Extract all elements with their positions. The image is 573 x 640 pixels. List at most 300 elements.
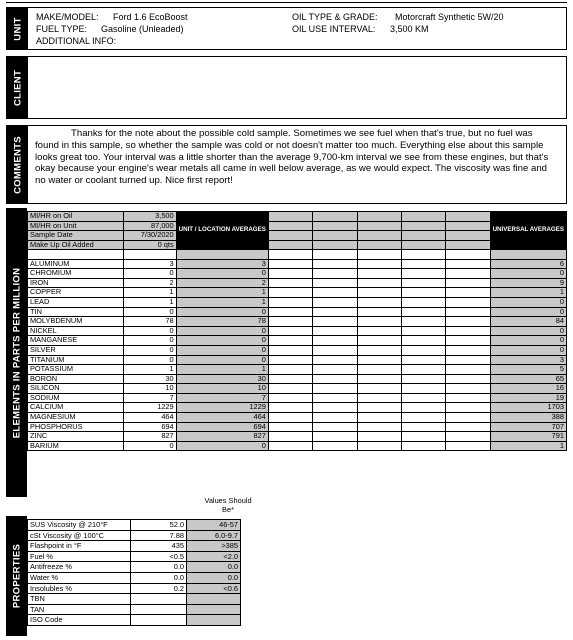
element-universal-avg: 65 [490,374,566,384]
element-row [28,288,567,298]
blank-cell [357,240,401,250]
blank-cell [401,231,445,241]
property-value: 52.0 [131,520,187,531]
spacer-row [28,250,567,259]
property-name: ISO Code [28,615,131,626]
blank-cell [401,250,445,259]
element-value: 0 [124,269,176,279]
elements-table [27,211,567,451]
properties-table [27,519,241,626]
element-row [28,393,567,403]
element-unit-avg: 2 [176,278,268,288]
blank-cell [401,384,445,394]
info-row [28,221,567,231]
property-row [28,583,241,594]
element-value: 464 [124,413,176,423]
blank-cell [313,250,357,259]
blank-cell [313,221,357,231]
property-value: 7.88 [131,530,187,541]
property-value: 0.0 [131,562,187,573]
blank-cell [401,269,445,279]
info-row [28,231,567,241]
blank-cell [446,413,490,423]
blank-cell [357,269,401,279]
property-value [131,594,187,605]
property-row [28,615,241,626]
element-row [28,422,567,432]
property-name: TAN [28,604,131,615]
element-universal-avg: 0 [490,297,566,307]
blank-cell [268,403,312,413]
comments-sidebar [7,126,28,203]
blank-cell [446,384,490,394]
blank-cell [446,326,490,336]
blank-cell [357,278,401,288]
property-value: 0.0 [131,572,187,583]
element-universal-avg: 9 [490,278,566,288]
blank-cell [446,269,490,279]
blank-cell [268,345,312,355]
blank-cell [313,403,357,413]
comments-label: COMMENTS [12,135,23,194]
property-value: <0.5 [131,551,187,562]
element-unit-avg: 7 [176,393,268,403]
blank-cell [313,288,357,298]
blank-cell [313,345,357,355]
element-value: 0 [124,326,176,336]
element-row [28,345,567,355]
element-universal-avg: 16 [490,384,566,394]
blank-cell [357,259,401,269]
element-name: COPPER [28,288,124,298]
blank-cell [268,355,312,365]
element-universal-avg: 1703 [490,403,566,413]
properties-sidebar [6,516,27,636]
element-row [28,355,567,365]
element-name: MANGANESE [28,336,124,346]
blank-cell [268,317,312,327]
element-row [28,326,567,336]
blank-cell [268,393,312,403]
blank-cell [313,278,357,288]
element-row [28,432,567,442]
blank-cell [268,212,312,222]
element-universal-avg: 791 [490,432,566,442]
element-unit-avg: 0 [176,269,268,279]
properties-section [6,516,567,636]
blank-cell [446,297,490,307]
blank-cell [401,413,445,423]
property-row [28,541,241,552]
element-universal-avg: 3 [490,355,566,365]
elements-section [6,208,567,497]
element-value: 0 [124,355,176,365]
element-name: BARIUM [28,441,124,451]
element-value: 827 [124,432,176,442]
info-label: MI/HR on Unit [28,221,124,231]
property-name: Insolubles % [28,583,131,594]
element-row [28,297,567,307]
property-row [28,572,241,583]
blank-cell [401,441,445,451]
blank-cell [357,355,401,365]
element-row [28,336,567,346]
info-value: 3,500 [124,212,176,222]
blank-cell [313,269,357,279]
blank-cell [176,250,268,259]
blank-cell [446,393,490,403]
element-universal-avg: 388 [490,413,566,423]
blank-cell [490,250,566,259]
blank-cell [446,374,490,384]
elements-sidebar [6,208,27,497]
additional-info-label: ADDITIONAL INFO: [36,36,117,46]
blank-cell [357,231,401,241]
blank-cell [357,365,401,375]
blank-cell [124,250,176,259]
element-row [28,259,567,269]
element-name: MAGNESIUM [28,413,124,423]
element-unit-avg: 78 [176,317,268,327]
blank-cell [268,278,312,288]
property-name: Fuel % [28,551,131,562]
property-should-be [187,615,241,626]
element-value: 0 [124,336,176,346]
blank-cell [268,297,312,307]
blank-cell [313,326,357,336]
blank-cell [357,422,401,432]
element-universal-avg: 0 [490,269,566,279]
unit-sidebar [7,8,28,49]
blank-cell [313,393,357,403]
element-name: SODIUM [28,393,124,403]
blank-cell [446,288,490,298]
blank-cell [446,336,490,346]
element-universal-avg: 5 [490,365,566,375]
oil-type-value: Motorcraft Synthetic 5W/20 [395,12,504,22]
element-name: ZINC [28,432,124,442]
blank-cell [357,413,401,423]
blank-cell [401,288,445,298]
element-universal-avg: 1 [490,288,566,298]
blank-cell [401,374,445,384]
element-unit-avg: 30 [176,374,268,384]
blank-cell [401,422,445,432]
element-universal-avg: 0 [490,345,566,355]
element-value: 1 [124,297,176,307]
info-label: MI/HR on Oil [28,212,124,222]
blank-cell [313,307,357,317]
blank-cell [313,231,357,241]
client-label: CLIENT [12,69,23,106]
property-row [28,520,241,531]
property-should-be [187,604,241,615]
element-name: TITANIUM [28,355,124,365]
blank-cell [401,355,445,365]
blank-cell [446,441,490,451]
blank-cell [446,231,490,241]
element-unit-avg: 0 [176,441,268,451]
property-should-be: 6.0-9.7 [187,530,241,541]
element-name: ALUMINUM [28,259,124,269]
blank-cell [268,307,312,317]
blank-cell [313,384,357,394]
property-should-be [187,594,241,605]
blank-cell [268,384,312,394]
blank-cell [268,240,312,250]
blank-cell [268,374,312,384]
blank-cell [313,422,357,432]
blank-cell [446,212,490,222]
blank-cell [446,250,490,259]
element-row [28,441,567,451]
blank-cell [268,250,312,259]
element-name: CALCIUM [28,403,124,413]
info-row [28,240,567,250]
element-unit-avg: 1229 [176,403,268,413]
element-universal-avg: 707 [490,422,566,432]
blank-cell [313,413,357,423]
element-value: 0 [124,441,176,451]
blank-cell [357,212,401,222]
element-value: 694 [124,422,176,432]
element-name: POTASSIUM [28,365,124,375]
element-unit-avg: 1 [176,297,268,307]
blank-cell [446,365,490,375]
element-unit-avg: 1 [176,365,268,375]
blank-cell [357,374,401,384]
blank-cell [401,307,445,317]
blank-cell [268,441,312,451]
blank-cell [313,355,357,365]
blank-cell [401,365,445,375]
fuel-type-value: Gasoline (Unleaded) [101,24,184,34]
blank-cell [268,365,312,375]
property-name: SUS Viscosity @ 210°F [28,520,131,531]
element-name: SILVER [28,345,124,355]
blank-cell [357,297,401,307]
blank-cell [268,432,312,442]
element-row [28,413,567,423]
property-row [28,604,241,615]
element-name: BORON [28,374,124,384]
blank-cell [401,259,445,269]
element-unit-avg: 3 [176,259,268,269]
blank-cell [357,288,401,298]
blank-cell [357,345,401,355]
property-name: TBN [28,594,131,605]
make-model-label: MAKE/MODEL: [36,12,99,22]
blank-cell [401,393,445,403]
element-name: IRON [28,278,124,288]
element-value: 0 [124,307,176,317]
universal-avg-header: UNIVERSAL AVERAGES [490,212,566,250]
element-name: SILICON [28,384,124,394]
blank-cell [401,336,445,346]
top-edge [6,0,567,3]
blank-cell [357,317,401,327]
info-label: Sample Date [28,231,124,241]
elements-label: ELEMENTS IN PARTS PER MILLION [11,267,22,438]
element-universal-avg: 0 [490,326,566,336]
element-row [28,269,567,279]
element-unit-avg: 0 [176,307,268,317]
element-universal-avg: 1 [490,441,566,451]
blank-cell [268,231,312,241]
info-value: 87,000 [124,221,176,231]
blank-cell [401,403,445,413]
property-should-be: >385 [187,541,241,552]
blank-cell [357,336,401,346]
element-unit-avg: 0 [176,326,268,336]
element-value: 2 [124,278,176,288]
unit-avg-header: UNIT / LOCATION AVERAGES [176,212,268,250]
make-model-value: Ford 1.6 EcoBoost [113,12,188,22]
property-row [28,562,241,573]
blank-cell [313,336,357,346]
property-value [131,615,187,626]
element-unit-avg: 0 [176,355,268,365]
blank-cell [313,374,357,384]
element-unit-avg: 694 [176,422,268,432]
blank-cell [446,432,490,442]
blank-cell [357,432,401,442]
oil-type-label: OIL TYPE & GRADE: [292,12,378,22]
blank-cell [446,278,490,288]
blank-cell [268,326,312,336]
element-value: 1 [124,365,176,375]
element-name: TIN [28,307,124,317]
blank-cell [268,259,312,269]
blank-cell [357,307,401,317]
element-unit-avg: 0 [176,345,268,355]
element-value: 10 [124,384,176,394]
element-name: CHROMIUM [28,269,124,279]
blank-cell [401,221,445,231]
client-section [6,56,567,119]
comments-text: Thanks for the note about the possible cold sample. Sometimes we see fuel when that's true, but no fuel was found in this sample, so whether the sample was cold or not doesn't matter too much. Everything else about this sample looks great too. Your interval was a little shorter than the average 9,700-km interval we see from these engines, but that's okay because your engine's wear metals all came in well below average, as we would expect. The viscosity was fine and no water or coolant turned up. Nice first report! [35,128,549,187]
property-should-be: <2.0 [187,551,241,562]
property-row [28,551,241,562]
client-sidebar [7,57,28,118]
blank-cell [401,240,445,250]
element-unit-avg: 0 [176,336,268,346]
info-value: 7/30/2020 [124,231,176,241]
element-unit-avg: 827 [176,432,268,442]
property-value: 435 [131,541,187,552]
element-row [28,278,567,288]
property-should-be: <0.6 [187,583,241,594]
element-universal-avg: 84 [490,317,566,327]
element-universal-avg: 19 [490,393,566,403]
blank-cell [268,221,312,231]
blank-cell [268,288,312,298]
property-should-be: 0.0 [187,572,241,583]
info-row [28,212,567,222]
blank-cell [313,365,357,375]
blank-cell [446,422,490,432]
oil-interval-value: 3,500 KM [390,24,429,34]
element-unit-avg: 464 [176,413,268,423]
blank-cell [357,384,401,394]
property-name: Antifreeze % [28,562,131,573]
element-value: 0 [124,345,176,355]
info-label: Make Up Oil Added [28,240,124,250]
element-row [28,365,567,375]
property-value: 0.2 [131,583,187,594]
element-universal-avg: 6 [490,259,566,269]
blank-cell [357,221,401,231]
property-row [28,594,241,605]
element-row [28,317,567,327]
blank-cell [357,393,401,403]
comments-section [6,125,567,204]
blank-cell [446,403,490,413]
blank-cell [313,297,357,307]
fuel-type-label: FUEL TYPE: [36,24,88,34]
blank-cell [446,221,490,231]
blank-cell [313,259,357,269]
info-value: 0 qts [124,240,176,250]
blank-cell [268,422,312,432]
element-value: 1229 [124,403,176,413]
blank-cell [401,345,445,355]
blank-cell [313,432,357,442]
unit-section [6,7,567,50]
blank-cell [446,259,490,269]
unit-label: UNIT [12,16,23,41]
blank-cell [401,297,445,307]
blank-cell [313,212,357,222]
element-value: 30 [124,374,176,384]
blank-cell [28,250,124,259]
blank-cell [357,441,401,451]
element-name: NICKEL [28,326,124,336]
blank-cell [446,317,490,327]
blank-cell [268,413,312,423]
blank-cell [401,278,445,288]
blank-cell [313,240,357,250]
blank-cell [357,403,401,413]
blank-cell [401,317,445,327]
property-should-be: 0.0 [187,562,241,573]
properties-label: PROPERTIES [11,543,22,609]
element-row [28,403,567,413]
element-row [28,384,567,394]
blank-cell [357,326,401,336]
element-universal-avg: 0 [490,336,566,346]
blank-cell [313,441,357,451]
property-name: Flashpoint in °F [28,541,131,552]
element-value: 7 [124,393,176,403]
element-name: PHOSPHORUS [28,422,124,432]
blank-cell [401,326,445,336]
element-value: 3 [124,259,176,269]
blank-cell [268,336,312,346]
blank-cell [446,240,490,250]
property-row [28,530,241,541]
element-unit-avg: 1 [176,288,268,298]
blank-cell [357,250,401,259]
property-name: Water % [28,572,131,583]
element-universal-avg: 0 [490,307,566,317]
blank-cell [268,269,312,279]
blank-cell [446,307,490,317]
blank-cell [313,317,357,327]
property-should-be: 46-57 [187,520,241,531]
element-row [28,307,567,317]
oil-interval-label: OIL USE INTERVAL: [292,24,376,34]
